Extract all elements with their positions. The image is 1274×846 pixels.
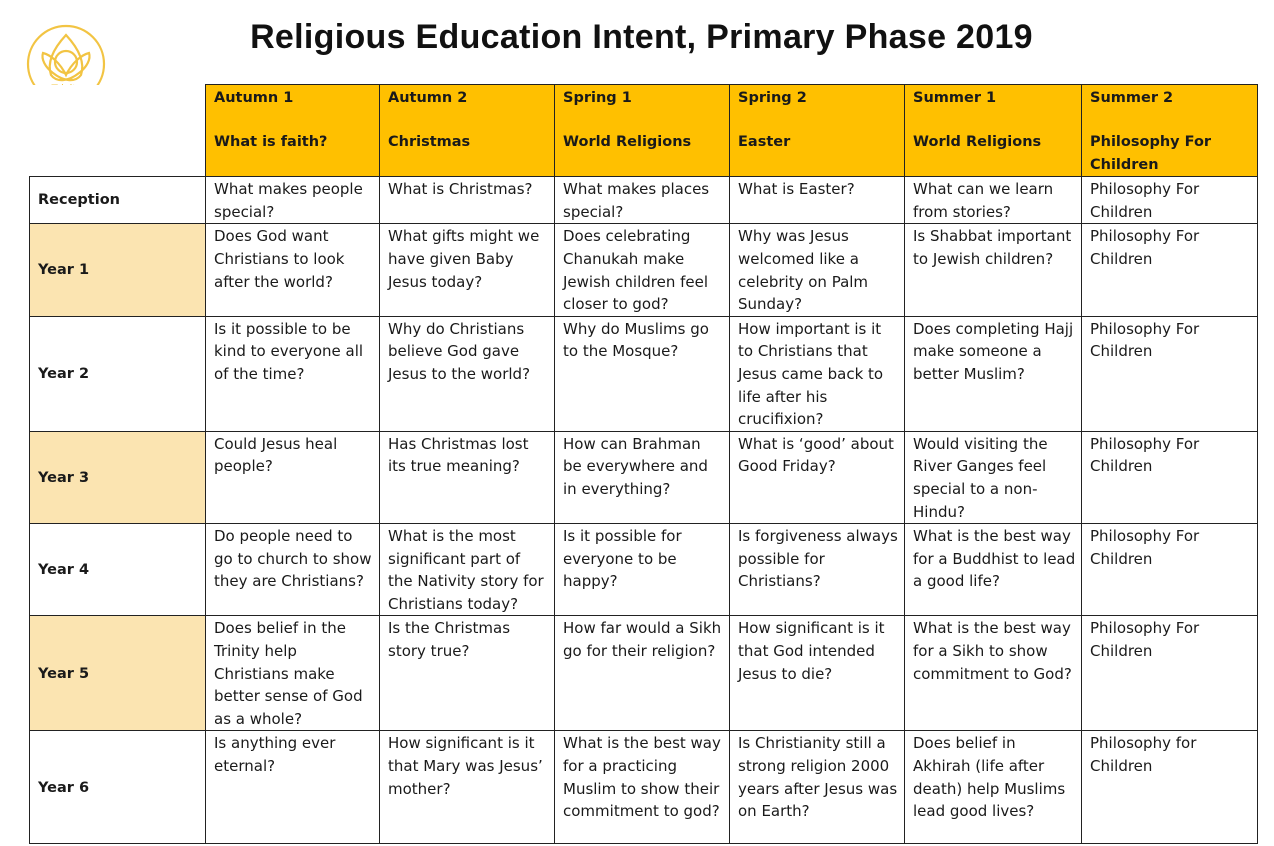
table-cell: What is the best way for a Sikh to show commitment to God? xyxy=(905,616,1082,731)
table-cell: Does celebrating Chanukah make Jewish children feel closer to god? xyxy=(555,224,730,316)
table-cell: What is ‘good’ about Good Friday? xyxy=(730,431,905,523)
table-cell: Does completing Hajj make someone a better Muslim? xyxy=(905,316,1082,431)
table-cell: Why do Muslims go to the Mosque? xyxy=(555,316,730,431)
table-cell: Does belief in the Trinity help Christians make better sense of God as a whole? xyxy=(206,616,380,731)
table-cell: Philosophy For Children xyxy=(1082,224,1258,316)
row-label: Year 3 xyxy=(30,431,206,523)
table-cell: How important is it to Christians that Jesus came back to life after his crucifixion? xyxy=(730,316,905,431)
table-cell: Is it possible for everyone to be happy? xyxy=(555,524,730,616)
table-cell: How significant is it that God intended Jesus to die? xyxy=(730,616,905,731)
column-header-summer-2 xyxy=(1082,85,1258,177)
column-header-autumn-2 xyxy=(380,85,555,177)
table-cell: Philosophy For Children xyxy=(1082,524,1258,616)
table-cell: How can Brahman be everywhere and in everything? xyxy=(555,431,730,523)
table-cell: What makes places special? xyxy=(555,177,730,224)
table-cell: What makes people special? xyxy=(206,177,380,224)
row-label: Year 4 xyxy=(30,524,206,616)
table-cell: Philosophy For Children xyxy=(1082,431,1258,523)
row-label: Reception xyxy=(30,177,206,224)
row-label: Year 2 xyxy=(30,316,206,431)
table-cell: How significant is it that Mary was Jesus’ mother? xyxy=(380,731,555,844)
table-row-year-6 xyxy=(30,731,1258,844)
table-cell: What is Easter? xyxy=(730,177,905,224)
table-cell: What can we learn from stories? xyxy=(905,177,1082,224)
column-term: Autumn 1 xyxy=(214,90,294,106)
column-theme: Easter xyxy=(738,134,791,150)
table-row-year-3 xyxy=(30,431,1258,523)
header-row xyxy=(30,85,1258,177)
table-cell: Do people need to go to church to show they are Christians? xyxy=(206,524,380,616)
column-theme: Philosophy For Children xyxy=(1090,134,1212,173)
table-cell: Is the Christmas story true? xyxy=(380,616,555,731)
table-cell: Has Christmas lost its true meaning? xyxy=(380,431,555,523)
table-cell: Could Jesus heal people? xyxy=(206,431,380,523)
table-row-year-2 xyxy=(30,316,1258,431)
column-term: Spring 1 xyxy=(563,90,632,106)
table-cell: Is forgiveness always possible for Christians? xyxy=(730,524,905,616)
curriculum-table xyxy=(29,84,1258,844)
table-row-year-5 xyxy=(30,616,1258,731)
column-term: Summer 2 xyxy=(1090,90,1174,106)
table-row-reception xyxy=(30,177,1258,224)
column-header-spring-2 xyxy=(730,85,905,177)
table-cell: Does God want Christians to look after the world? xyxy=(206,224,380,316)
table-cell: Why do Christians believe God gave Jesus to the world? xyxy=(380,316,555,431)
column-theme: What is faith? xyxy=(214,134,328,150)
page-title: Religious Education Intent, Primary Phase 2019 xyxy=(250,18,1033,56)
table-cell: Is anything ever eternal? xyxy=(206,731,380,844)
table-cell: Philosophy For Children xyxy=(1082,177,1258,224)
column-term: Summer 1 xyxy=(913,90,997,106)
table-row-year-4 xyxy=(30,524,1258,616)
table-cell: What is the most significant part of the Nativity story for Christians today? xyxy=(380,524,555,616)
table-cell: What is the best way for a Buddhist to lead a good life? xyxy=(905,524,1082,616)
column-theme: World Religions xyxy=(913,134,1042,150)
column-header-summer-1 xyxy=(905,85,1082,177)
table-cell: Philosophy for Children xyxy=(1082,731,1258,844)
table-cell: Is Shabbat important to Jewish children? xyxy=(905,224,1082,316)
table-cell: Philosophy For Children xyxy=(1082,616,1258,731)
corner-cell xyxy=(30,85,206,177)
table-cell: Does belief in Akhirah (life after death) help Muslims lead good lives? xyxy=(905,731,1082,844)
table-cell: What is Christmas? xyxy=(380,177,555,224)
row-label: Year 6 xyxy=(30,731,206,844)
column-term: Autumn 2 xyxy=(388,90,468,106)
table-row-year-1 xyxy=(30,224,1258,316)
row-label: Year 1 xyxy=(30,224,206,316)
table-cell: Would visiting the River Ganges feel special to a non-Hindu? xyxy=(905,431,1082,523)
column-theme: Christmas xyxy=(388,134,471,150)
table-cell: What gifts might we have given Baby Jesus today? xyxy=(380,224,555,316)
column-theme: World Religions xyxy=(563,134,692,150)
row-label: Year 5 xyxy=(30,616,206,731)
table-cell: How far would a Sikh go for their religion? xyxy=(555,616,730,731)
table-cell: Is Christianity still a strong religion 2000 years after Jesus was on Earth? xyxy=(730,731,905,844)
column-term: Spring 2 xyxy=(738,90,807,106)
table-cell: Why was Jesus welcomed like a celebrity on Palm Sunday? xyxy=(730,224,905,316)
table-cell: Is it possible to be kind to everyone all of the time? xyxy=(206,316,380,431)
column-header-spring-1 xyxy=(555,85,730,177)
table-cell: Philosophy For Children xyxy=(1082,316,1258,431)
table-cell: What is the best way for a practicing Muslim to show their commitment to god? xyxy=(555,731,730,844)
column-header-autumn-1 xyxy=(206,85,380,177)
